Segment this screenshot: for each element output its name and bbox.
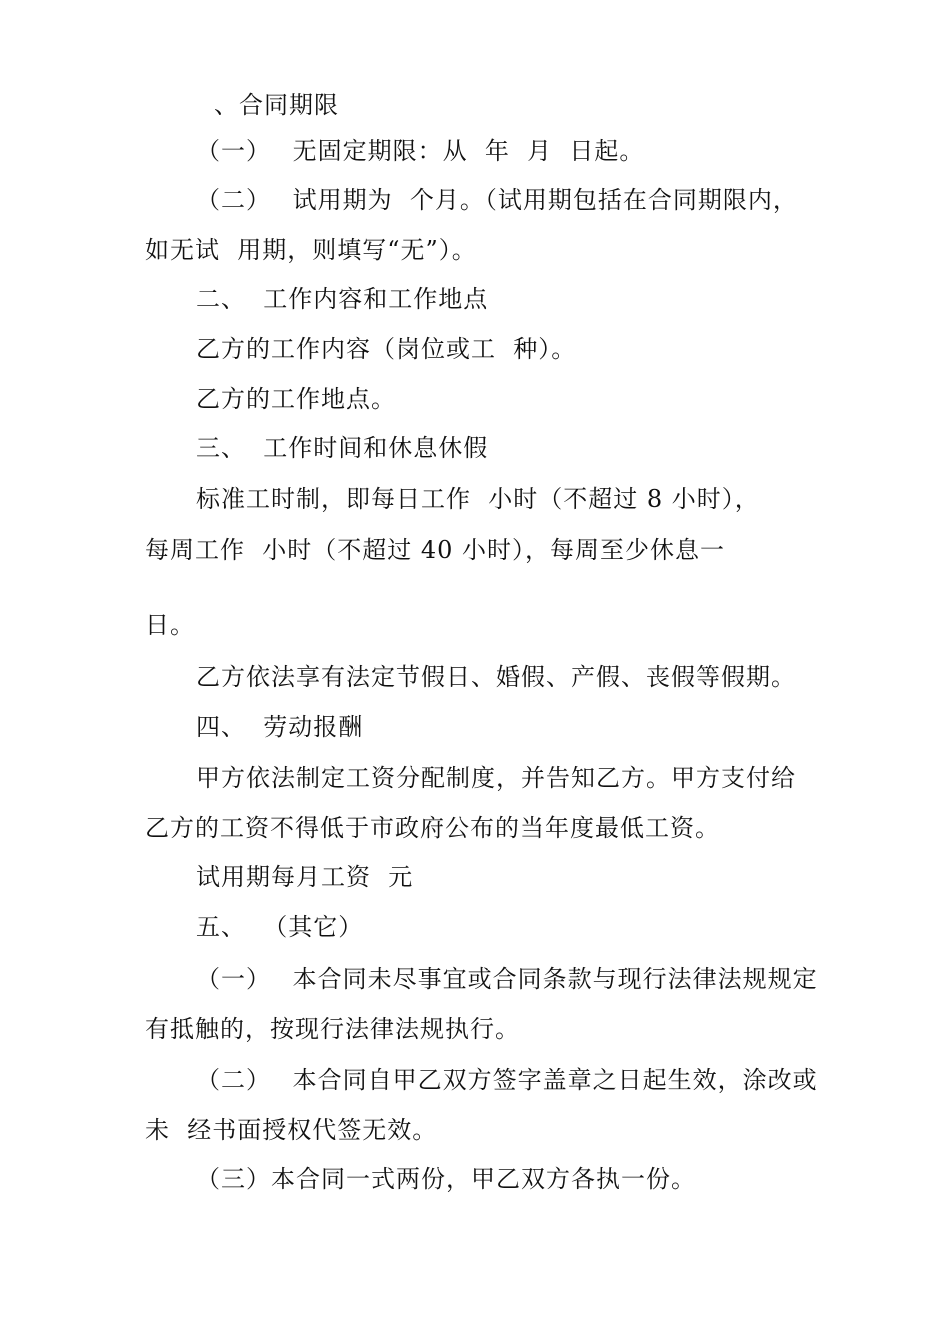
paragraph-other-2-cont: 未 经书面授权代签无效。 [145, 1116, 438, 1144]
section-heading-other: 五、 （其它） [196, 913, 364, 941]
section-heading-remuneration: 四、 劳动报酬 [196, 713, 364, 741]
paragraph-work-content: 乙方的工作内容（岗位或工 种）。 [196, 335, 577, 363]
paragraph-other-2: （二） 本合同自甲乙双方签字盖章之日起生效，涂改或 [196, 1066, 818, 1094]
paragraph-other-1-cont: 有抵触的，按现行法律法规执行。 [145, 1015, 520, 1043]
section-heading-work-content: 二、 工作内容和工作地点 [196, 285, 489, 313]
paragraph-other-3: （三）本合同一式两份，甲乙双方各执一份。 [196, 1165, 696, 1193]
paragraph-wage-system: 甲方依法制定工资分配制度，并告知乙方。甲方支付给 [196, 764, 796, 792]
paragraph-term-1: （一） 无固定期限：从 年 月 日起。 [196, 137, 645, 165]
paragraph-hours-1-cont: 每周工作 小时（不超过 40 小时），每周至少休息一 [145, 536, 726, 564]
section-heading-work-hours: 三、 工作时间和休息休假 [196, 434, 489, 462]
section-heading-contract-term: 、合同期限 [214, 91, 339, 119]
paragraph-probation-wage: 试用期每月工资 元 [196, 863, 414, 891]
paragraph-hours-1-end: 日。 [145, 611, 195, 639]
paragraph-hours-1: 标准工时制，即每日工作 小时（不超过 8 小时）， [196, 485, 760, 513]
paragraph-other-1: （一） 本合同未尽事宜或合同条款与现行法律法规规定 [196, 965, 818, 993]
paragraph-work-location: 乙方的工作地点。 [196, 385, 396, 413]
paragraph-holidays: 乙方依法享有法定节假日、婚假、产假、丧假等假期。 [196, 663, 796, 691]
paragraph-term-2: （二） 试用期为 个月。（试用期包括在合同期限内， [196, 186, 798, 214]
paragraph-wage-system-cont: 乙方的工资不得低于市政府公布的当年度最低工资。 [145, 814, 720, 842]
paragraph-term-2-cont: 如无试 用期，则填写“无”）。 [145, 236, 477, 264]
